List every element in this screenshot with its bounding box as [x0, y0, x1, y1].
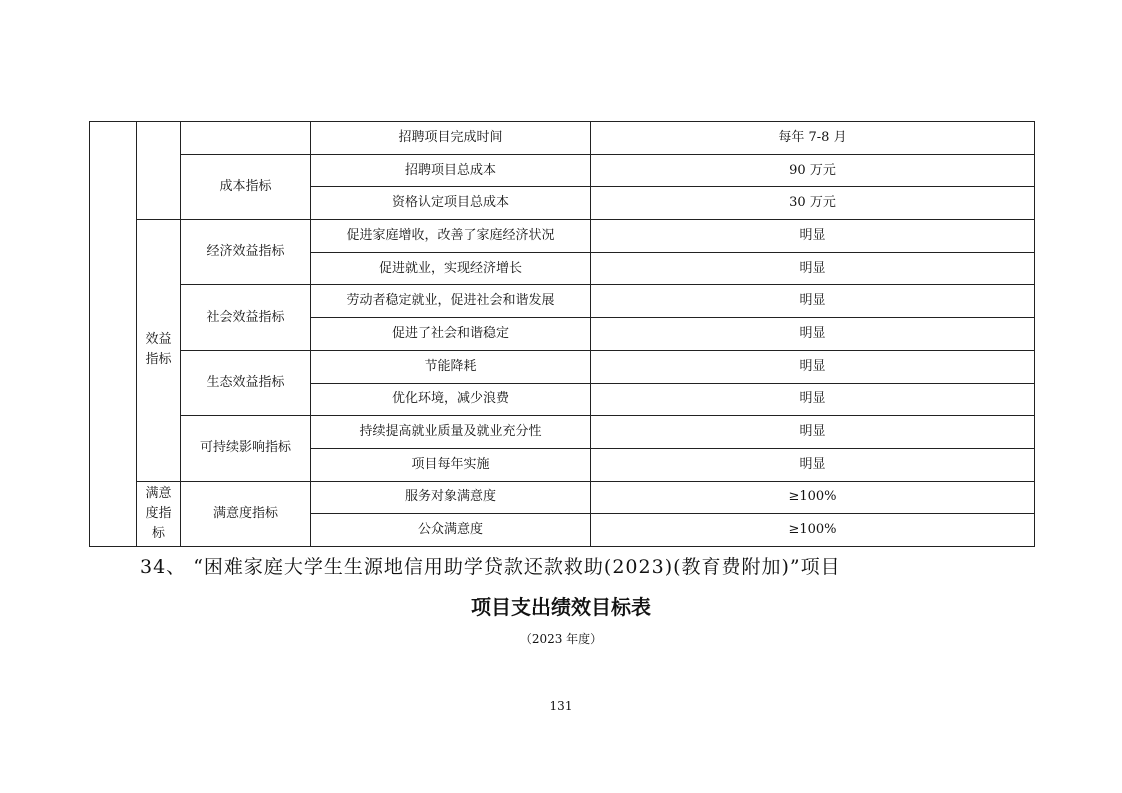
- table-row: [90, 350, 1035, 383]
- table-row: [90, 481, 1035, 514]
- indicator-cell: 促进家庭增收，改善了家庭经济状况: [311, 220, 591, 253]
- project-title: 34、 “困难家庭大学生生源地信用助学贷款还款救助(2023)(教育费附加)”项目: [140, 556, 841, 578]
- table-row: [90, 122, 1035, 155]
- table-row: [90, 416, 1035, 449]
- indicator-cell: 公众满意度: [311, 514, 591, 547]
- value-cell: 90 万元: [591, 154, 1035, 187]
- indicator-cell: 节能降耗: [311, 350, 591, 383]
- social-benefit-category: 社会效益指标: [181, 285, 311, 350]
- value-cell: 30 万元: [591, 187, 1035, 220]
- level-0-category-cell: [90, 122, 137, 547]
- page-number: 131: [549, 699, 573, 713]
- performance-target-table: [89, 121, 1035, 547]
- value-cell: ≥100%: [591, 481, 1035, 514]
- value-cell: 明显: [591, 350, 1035, 383]
- indicator-cell: 劳动者稳定就业，促进社会和谐发展: [311, 285, 591, 318]
- satisfaction-sub-category: 满意度指标: [181, 481, 311, 546]
- indicator-cell: 促进了社会和谐稳定: [311, 318, 591, 351]
- value-cell: 明显: [591, 318, 1035, 351]
- indicator-cell: 资格认定项目总成本: [311, 187, 591, 220]
- value-cell: 明显: [591, 448, 1035, 481]
- indicator-cell: 服务对象满意度: [311, 481, 591, 514]
- table-row: [90, 154, 1035, 187]
- indicator-cell: 招聘项目总成本: [311, 154, 591, 187]
- value-cell: 每年 7-8 月: [591, 122, 1035, 155]
- indicator-cell: 优化环境，减少浪费: [311, 383, 591, 416]
- table-heading: 项目支出绩效目标表: [471, 595, 651, 619]
- value-cell: 明显: [591, 220, 1035, 253]
- table-row: [90, 220, 1035, 253]
- indicator-cell: 促进就业，实现经济增长: [311, 252, 591, 285]
- value-cell: 明显: [591, 252, 1035, 285]
- level-1-category-cell: [137, 122, 181, 220]
- value-cell: 明显: [591, 383, 1035, 416]
- table-row: [90, 285, 1035, 318]
- year-note: （2023 年度）: [519, 632, 603, 646]
- satisfaction-indicator-category: 满意 度指 标: [137, 481, 181, 546]
- level-2-category-cell: [181, 122, 311, 155]
- value-cell: 明显: [591, 285, 1035, 318]
- sustainable-impact-category: 可持续影响指标: [181, 416, 311, 481]
- benefit-indicator-category: 效益 指标: [137, 220, 181, 482]
- cost-indicator-category: 成本指标: [181, 154, 311, 219]
- value-cell: 明显: [591, 416, 1035, 449]
- indicator-cell: 招聘项目完成时间: [311, 122, 591, 155]
- ecological-benefit-category: 生态效益指标: [181, 350, 311, 415]
- indicator-cell: 持续提高就业质量及就业充分性: [311, 416, 591, 449]
- value-cell: ≥100%: [591, 514, 1035, 547]
- economic-benefit-category: 经济效益指标: [181, 220, 311, 285]
- indicator-cell: 项目每年实施: [311, 448, 591, 481]
